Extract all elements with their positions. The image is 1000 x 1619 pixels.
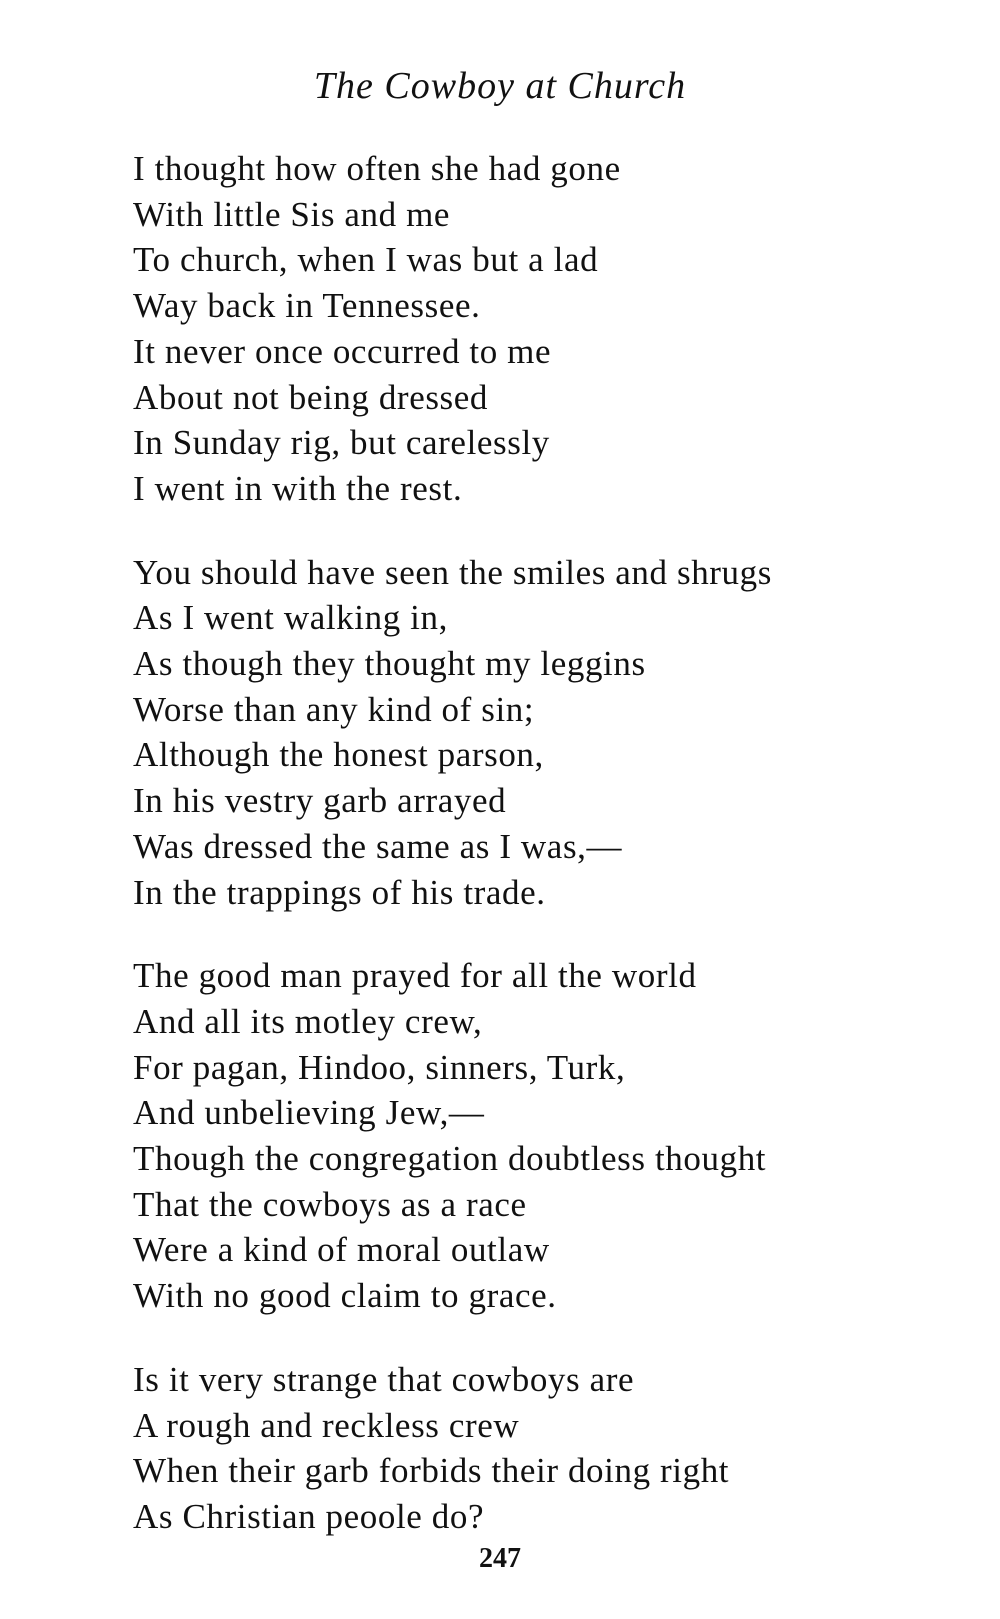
stanza-4 bbox=[133, 1357, 973, 1540]
poem-line: Way back in Tennessee. bbox=[133, 286, 481, 326]
poem-line: Though the congregation doubtless thought bbox=[133, 1139, 767, 1179]
poem-line: I went in with the rest. bbox=[133, 468, 463, 508]
poem-line: As though they thought my leggins bbox=[133, 644, 646, 684]
poem-line: Were a kind of moral outlaw bbox=[133, 1230, 550, 1270]
poem-line: And unbelieving Jew,— bbox=[133, 1093, 485, 1133]
poem-line: When their garb forbids their doing right bbox=[133, 1451, 730, 1491]
poem-line: With no good claim to grace. bbox=[133, 1276, 557, 1316]
running-title: The Cowboy at Church bbox=[313, 65, 687, 107]
poem-line: The good man prayed for all the world bbox=[133, 956, 697, 996]
poem-line: As Christian peoole do? bbox=[133, 1496, 485, 1536]
poem-line: You should have seen the smiles and shrugs bbox=[133, 552, 772, 592]
poem-line: Is it very strange that cowboys are bbox=[133, 1359, 635, 1399]
poem-line: It never once occurred to me bbox=[133, 331, 552, 371]
poem-line: To church, when I was but a lad bbox=[133, 240, 599, 280]
poem-body bbox=[133, 146, 973, 1578]
poem-line: Worse than any kind of sin; bbox=[133, 689, 535, 729]
poem-line: In Sunday rig, but carelessly bbox=[133, 423, 550, 463]
poem-line: In his vestry garb arrayed bbox=[133, 781, 507, 821]
poem-line: Was dressed the same as I was,— bbox=[133, 826, 623, 866]
poem-line: About not being dressed bbox=[133, 377, 488, 417]
poem-line: I thought how often she had gone bbox=[133, 149, 621, 188]
stanza-3 bbox=[133, 953, 973, 1319]
poem-line: For pagan, Hindoo, sinners, Turk, bbox=[133, 1047, 626, 1087]
stanza-1 bbox=[133, 146, 973, 512]
poem-line: Although the honest parson, bbox=[133, 735, 544, 775]
page-number: 247 bbox=[479, 1543, 521, 1574]
stanza-2 bbox=[133, 550, 973, 916]
poem-line: With little Sis and me bbox=[133, 194, 451, 234]
poem-line: A rough and reckless crew bbox=[133, 1405, 520, 1445]
poem-line: That the cowboys as a race bbox=[133, 1184, 527, 1224]
poem-line: In the trappings of his trade. bbox=[133, 872, 546, 912]
poem-line: And all its motley crew, bbox=[133, 1001, 483, 1041]
poem-line: As I went walking in, bbox=[133, 598, 448, 638]
